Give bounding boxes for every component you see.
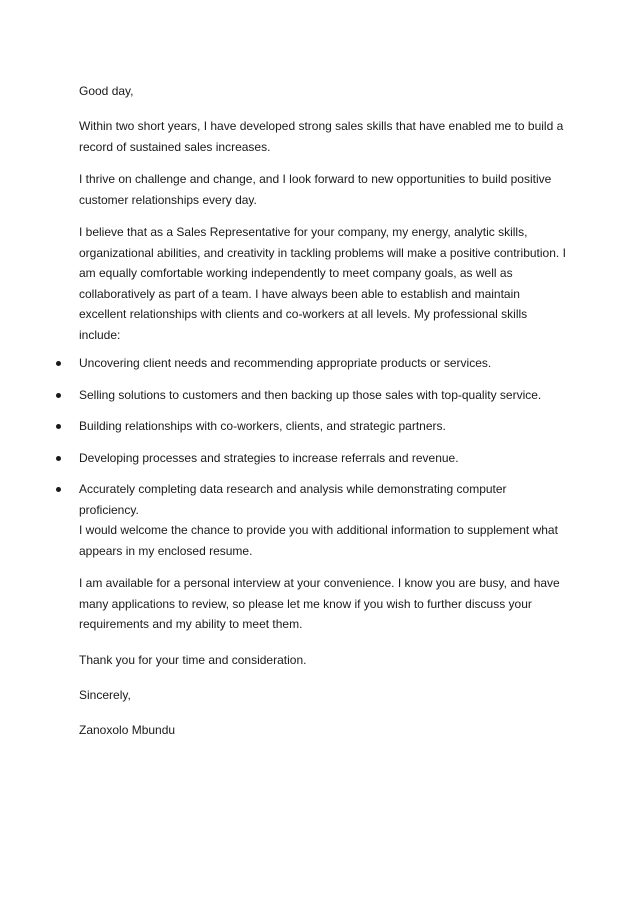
paragraph-3-text: I believe that as a Sales Representative for your company, my energy, analytic skills, organizational abilities, and creativity in tackling problems will make a positive contribution. I am equally comfortable working independently to meet company goals, as well as collaboratively as part of a team. I have always been able to establish and maintain excellent relationships with clients and co-workers at all levels. My professional skills include: [79, 225, 566, 342]
skill-item [0, 479, 638, 561]
bullet-icon [56, 487, 61, 492]
greeting-text: Good day, [79, 84, 134, 98]
skill-text: Accurately completing data research and analysis while demonstrating computer proficiency. [79, 482, 507, 517]
skill-item [0, 385, 638, 406]
skill-item [0, 353, 638, 374]
bullet-icon [56, 393, 61, 398]
bullet-icon [56, 361, 61, 366]
skill-text: Uncovering client needs and recommending appropriate products or services. [79, 356, 492, 370]
paragraph-3 [79, 222, 568, 345]
thanks-text: Thank you for your time and consideration. [79, 653, 307, 667]
skill-text: Building relationships with co-workers, clients, and strategic partners. [79, 419, 446, 433]
signature [79, 720, 568, 741]
bullet-icon [56, 456, 61, 461]
closing-text: Sincerely, [79, 688, 131, 702]
thanks [79, 650, 568, 671]
paragraph-1 [79, 116, 568, 157]
paragraph-1-text: Within two short years, I have developed strong sales skills that have enabled me to build a record of sustained sales increases. [79, 119, 564, 154]
skill-text: Developing processes and strategies to increase referrals and revenue. [79, 450, 459, 465]
skill-item [0, 448, 638, 469]
paragraph-2 [79, 169, 568, 210]
paragraph-2-text: I thrive on challenge and change, and I look forward to new opportunities to build positive customer relationships every day. [79, 172, 552, 207]
skill-text: Selling solutions to customers and then backing up those sales with top-quality service. [79, 387, 542, 402]
skill-item [0, 416, 638, 437]
skills-list [0, 353, 638, 572]
signature-text: Zanoxolo Mbundu [79, 723, 176, 737]
paragraph-5-text: I am available for a personal interview at your convenience. I know you are busy, and have many applications to review, so please let me know if you wish to further discuss your requirements and my ability to meet them. [79, 576, 560, 631]
paragraph-4-text: I would welcome the chance to provide you with additional information to supplement what appears in my enclosed resume. [79, 523, 558, 558]
greeting [79, 81, 568, 102]
closing [79, 685, 568, 706]
bullet-icon [56, 424, 61, 429]
paragraph-5 [79, 573, 568, 635]
